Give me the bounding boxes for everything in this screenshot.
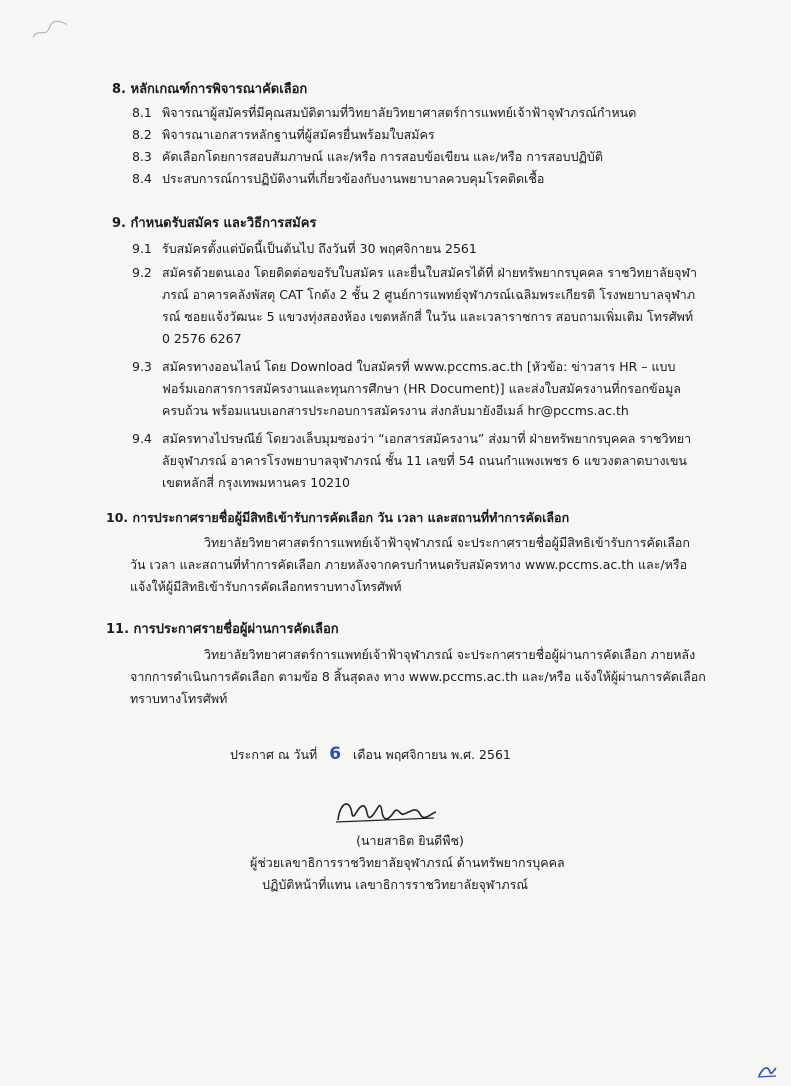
section-11-body: วิทยาลัยวิทยาศาสตร์การแพทย์เจ้าฟ้าจุฬาภรณ์ จะประกาศรายชื่อผู้ผ่านการคัดเลือก ภายหลังจากการดำเนินการคัดเลือก ตามข้อ 8 สิ้นสุดลง ทาง www.pccms.ac.th และ/หรือ แจ้งให้ผู้ผ่านการคัดเลือกทราบทางโทรศัพท์ bbox=[130, 647, 706, 706]
announce-suffix: เดือน พฤศจิกายน พ.ศ. 2561 bbox=[353, 747, 511, 762]
handwritten-day: 6 bbox=[329, 744, 342, 764]
item-number: 9.1 bbox=[132, 241, 152, 256]
section-10 bbox=[106, 508, 706, 598]
item-number: 8.3 bbox=[132, 149, 152, 164]
item-number: 9.4 bbox=[132, 431, 152, 446]
list-item bbox=[132, 168, 712, 190]
item-text: สมัครทางไปรษณีย์ โดยวงเล็บมุมซองว่า “เอกสารสมัครงาน” ส่งมาที่ ฝ่ายทรัพยากรบุคคล ราชวิทยาลัยจุฬาภรณ์ อาคารโรงพยาบาลจุฬาภรณ์ ชั้น 11 เลขที่ 54 ถนนกำแพงเพชร 6 แขวงตลาดบางเขน เขตหลักสี่ กรุงเทพมหานคร 10210 bbox=[162, 431, 692, 490]
list-item bbox=[132, 102, 712, 124]
item-number: 9.2 bbox=[132, 265, 152, 280]
item-number: 8.1 bbox=[132, 105, 152, 120]
list-item bbox=[132, 238, 700, 260]
signature-image bbox=[330, 792, 440, 832]
item-text: พิจารณาผู้สมัครที่มีคุณสมบัติตามที่วิทยาลัยวิทยาศาสตร์การแพทย์เจ้าฟ้าจุฬาภรณ์กำหนด bbox=[162, 105, 637, 120]
item-text: ประสบการณ์การปฏิบัติงานที่เกี่ยวข้องกับงานพยาบาลควบคุมโรคติดเชื้อ bbox=[162, 171, 545, 186]
item-number: 9.3 bbox=[132, 359, 152, 374]
list-item bbox=[132, 356, 700, 422]
section-8 bbox=[112, 80, 712, 190]
list-item bbox=[132, 428, 700, 494]
section-11 bbox=[106, 620, 706, 710]
signer-name: (นายสาธิต ยินดีพืช) bbox=[356, 833, 464, 848]
item-text: พิจารณาเอกสารหลักฐานที่ผู้สมัครยื่นพร้อมใบสมัคร bbox=[162, 127, 435, 142]
list-item bbox=[132, 124, 712, 146]
section-11-title: 11. การประกาศรายชื่อผู้ผ่านการคัดเลือก bbox=[106, 622, 339, 637]
item-text: สมัครด้วยตนเอง โดยติดต่อขอรับใบสมัคร และยื่นใบสมัครได้ที่ ฝ่ายทรัพยากรบุคคล ราชวิทยาลัยจุฬาภรณ์ อาคารคลังพัสดุ CAT โกดัง 2 ชั้น 2 ศูนย์การแพทย์จุฬาภรณ์เฉลิมพระเกียรติ โรงพยาบาลจุฬาภรณ์ ซอยแจ้งวัฒนะ 5 แขวงทุ่งสองห้อง เขตหลักสี่ ในวัน และเวลาราชการ สอบถามเพิ่มเติม โทรศัพท์ 0 2576 6267 bbox=[162, 265, 697, 346]
item-text: รับสมัครตั้งแต่บัดนี้เป็นต้นไป ถึงวันที่ 30 พฤศจิกายน 2561 bbox=[162, 241, 477, 256]
section-10-body: วิทยาลัยวิทยาศาสตร์การแพทย์เจ้าฟ้าจุฬาภรณ์ จะประกาศรายชื่อผู้มีสิทธิเข้ารับการคัดเลือก วัน เวลา และสถานที่ทำการคัดเลือก ภายหลังจากครบกำหนดรับสมัครทาง www.pccms.ac.th และ/หรือ แจ้งให้ผู้มีสิทธิเข้ารับการคัดเลือกทราบทางโทรศัพท์ bbox=[130, 535, 690, 594]
announce-date bbox=[230, 744, 590, 765]
signer-position: ผู้ช่วยเลขาธิการราชวิทยาลัยจุฬาภรณ์ ด้านทรัพยากรบุคคล bbox=[250, 855, 565, 870]
list-item bbox=[132, 262, 700, 350]
list-item bbox=[132, 146, 712, 168]
signer-block bbox=[250, 830, 565, 896]
section-9-title: 9. กำหนดรับสมัคร และวิธีการสมัคร bbox=[112, 216, 317, 231]
item-number: 8.2 bbox=[132, 127, 152, 142]
item-number: 8.4 bbox=[132, 171, 152, 186]
announce-prefix: ประกาศ ณ วันที่ bbox=[230, 747, 318, 762]
section-8-title: 8. หลักเกณฑ์การพิจารณาคัดเลือก bbox=[112, 82, 308, 97]
signer-acting: ปฏิบัติหน้าที่แทน เลขาธิการราชวิทยาลัยจุฬาภรณ์ bbox=[262, 877, 528, 892]
item-text: คัดเลือกโดยการสอบสัมภาษณ์ และ/หรือ การสอบข้อเขียน และ/หรือ การสอบปฏิบัติ bbox=[162, 149, 603, 164]
item-text: สมัครทางออนไลน์ โดย Download ใบสมัครที่ www.pccms.ac.th [หัวข้อ: ข่าวสาร HR – แบบฟอร์มเอกสารการสมัครงานและทุนการศึกษา (HR Document)] และส่งใบสมัครงานที่กรอกข้อมูลครบถ้วน พร้อมแนบเอกสารประกอบการสมัครงาน ส่งกลับมายังอีเมล์ hr@pccms.ac.th bbox=[162, 359, 681, 418]
section-10-title: 10. การประกาศรายชื่อผู้มีสิทธิเข้ารับการคัดเลือก วัน เวลา และสถานที่ทำการคัดเลือก bbox=[106, 510, 570, 525]
corner-scribble bbox=[28, 14, 73, 46]
section-9 bbox=[112, 214, 712, 494]
initial-mark bbox=[756, 1062, 778, 1080]
